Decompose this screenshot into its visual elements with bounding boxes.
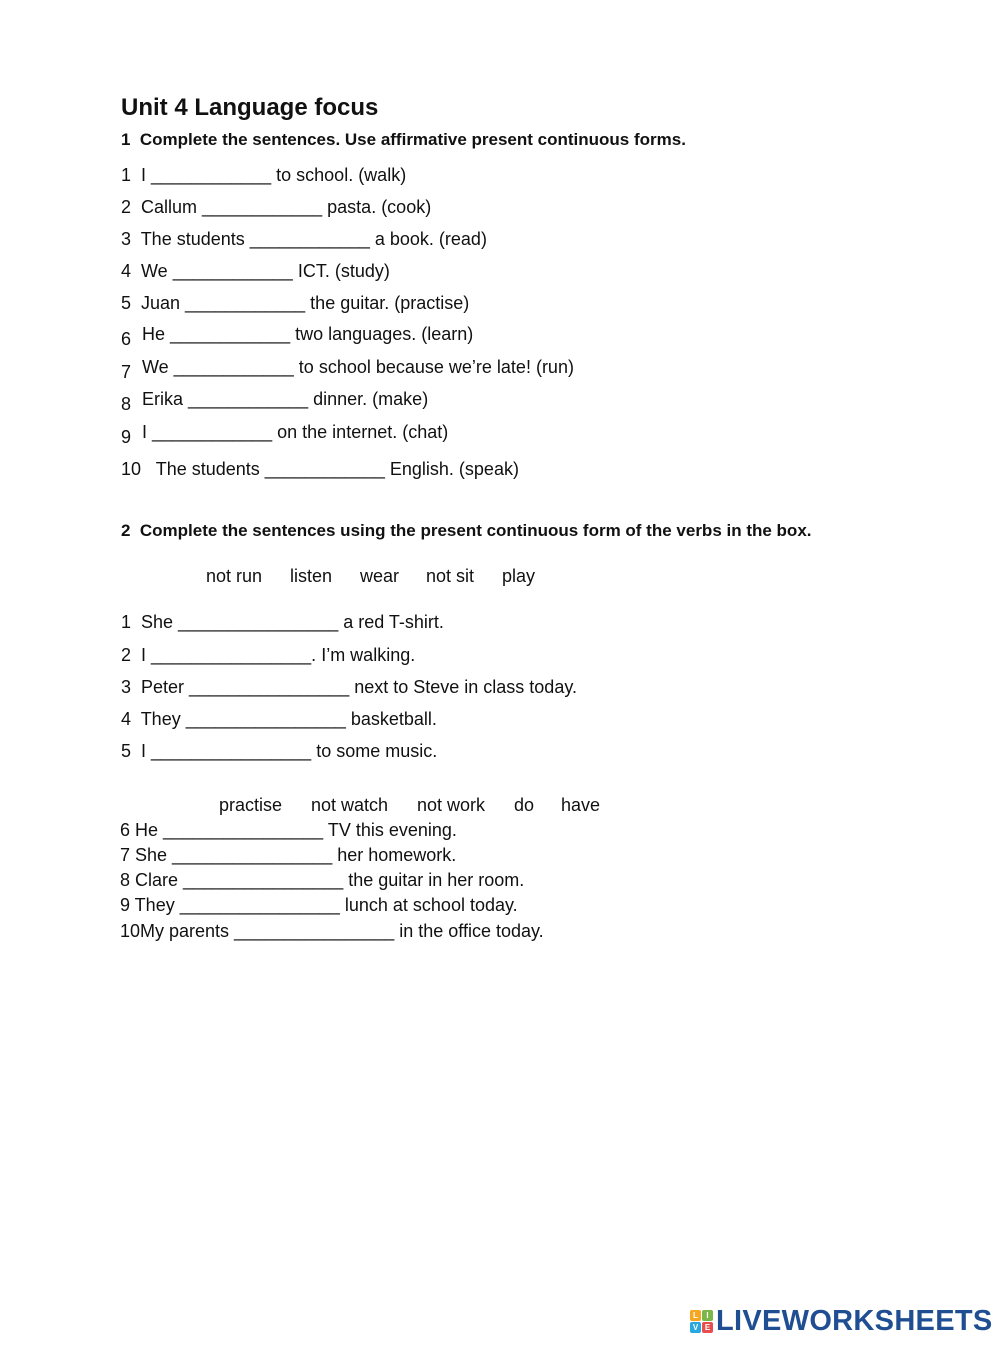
word-box-item: practise: [219, 795, 283, 815]
exercise-1-item: We ____________ to school because we’re late! (run): [142, 357, 574, 377]
exercise-2-item: 1 She ________________ a red T-shirt.: [121, 612, 444, 632]
exercise-2-item: 6 He ________________ TV this evening.: [120, 820, 457, 840]
exercise-2-item: 5 I ________________ to some music.: [121, 741, 438, 761]
word-box-item: listen: [290, 566, 333, 586]
word-box-item: wear: [360, 566, 400, 586]
exercise-1-item: Erika ____________ dinner. (make): [142, 389, 429, 409]
word-box-item: not sit: [426, 566, 475, 586]
exercise-2-item: 2 I ________________. I’m walking.: [121, 645, 416, 665]
word-box-item: not watch: [311, 795, 389, 815]
exercise-1-item: 5 Juan ____________ the guitar. (practise): [121, 293, 470, 313]
exercise-2-item: 9 They ________________ lunch at school today.: [120, 895, 518, 915]
exercise-1-item: 3 The students ____________ a book. (read): [121, 229, 487, 249]
word-box-item: have: [561, 795, 601, 815]
word-box-item: play: [502, 566, 536, 586]
exercise-2-item: 3 Peter ________________ next to Steve in class today.: [121, 677, 577, 697]
liveworksheets-logo-icon: L I V E: [690, 1310, 713, 1333]
exercise-1-item: 1 I ____________ to school. (walk): [121, 165, 407, 185]
exercise-2-item: 8 Clare ________________ the guitar in her room.: [120, 870, 525, 890]
exercise-1-item: 4 We ____________ ICT. (study): [121, 261, 390, 281]
page-title: Unit 4 Language focus: [121, 94, 379, 121]
word-box-item: do: [514, 795, 535, 815]
exercise-2-item: 7 She ________________ her homework.: [120, 845, 457, 865]
word-box-item: not run: [206, 566, 263, 586]
exercise-2-item: 4 They ________________ basketball.: [121, 709, 437, 729]
liveworksheets-logo-text: LIVEWORKSHEETS: [716, 1304, 993, 1337]
exercise-2-item: 10My parents ________________ in the office today.: [120, 921, 544, 941]
exercise-1-item-number: 9: [121, 427, 132, 447]
exercise-1-item: 10 The students ____________ English. (speak): [121, 459, 519, 479]
exercise-1-item: He ____________ two languages. (learn): [142, 324, 474, 344]
word-box-item: not work: [417, 795, 486, 815]
exercise-1-item-number: 6: [121, 329, 132, 349]
exercise-1-item-number: 7: [121, 362, 132, 382]
exercise-1-item: 2 Callum ____________ pasta. (cook): [121, 197, 432, 217]
exercise-1-item: I ____________ on the internet. (chat): [142, 422, 449, 442]
liveworksheets-logo: [690, 1306, 993, 1336]
exercise-1-item-number: 8: [121, 394, 132, 414]
exercise-2-instruction: 2 Complete the sentences using the present continuous form of the verbs in the box.: [121, 521, 812, 540]
exercise-1-instruction: 1 Complete the sentences. Use affirmative present continuous forms.: [121, 130, 686, 149]
